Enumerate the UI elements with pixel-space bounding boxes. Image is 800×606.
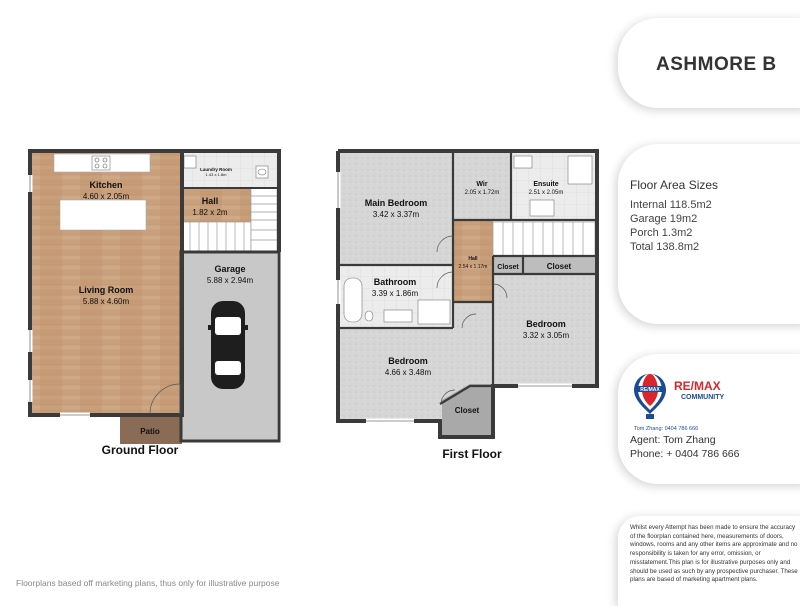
kitchen-cooktop [92,156,110,170]
kitchen-island [60,200,146,230]
room-dims-ensuite: 2.51 x 2.05m [528,190,564,196]
room-dims-hall-upper: 2.54 x 1.17m [458,264,488,270]
floor-area-internal: Internal 118.5m2 [630,199,712,211]
disclaimer-text: Whilst every Attempt has been made to ensure the accuracy of the floorplan contained here, measurements of doors, windows, rooms and any other items are approximate and no responsibility is taken for any error, omission, or misstatement.This plan is for illustrative purposes only and should be used as such by any prospective purchaser. These plans are based of marketing apartment plans. [630,524,798,584]
room-dims-laundry: 1.43 x 1.8m [205,172,227,177]
ground-floor [30,151,279,444]
title-card [618,18,800,108]
room-dims-bedroom-bottom: 4.66 x 3.48m [384,368,432,377]
floor-area-total: Total 138.8m2 [630,241,700,253]
room-name-garage: Garage [214,264,246,274]
room-name-laundry: Laundry Room [200,167,232,172]
balloon-brand: RE/MAX [640,387,660,393]
room-dims-bathroom: 3.39 x 1.86m [371,289,419,298]
floor-area-porch: Porch 1.3m2 [630,227,693,239]
remax-logo [632,370,732,434]
room-name-wir: Wir [476,181,488,188]
floor-area-garage: Garage 19m2 [630,213,698,225]
agent-card [618,354,800,484]
room-name-closet-3: Closet [454,406,480,415]
floor-area-card [618,144,800,324]
room-dims-hall-ground: 1.82 x 2m [192,208,228,217]
room-name-main-bedroom: Main Bedroom [364,198,428,208]
room-dims-living: 5.88 x 4.60m [82,297,130,306]
remax-brand: RE/MAX [674,379,721,393]
room-name-kitchen: Kitchen [89,180,123,190]
room-dims-garage: 5.88 x 2.94m [206,276,254,285]
room-name-bathroom: Bathroom [373,277,417,287]
disclaimer-card [618,516,800,606]
balloon-icon [634,374,666,419]
room-name-living: Living Room [78,285,134,295]
room-dims-wir: 2.05 x 1.72m [464,190,500,196]
floor-area-heading: Floor Area Sizes [630,178,719,192]
ground-floor-title: Ground Floor [101,443,179,457]
logo-contact: Tom Zhang: 0404 786 666 [634,426,699,432]
room-dims-bedroom-right: 3.32 x 3.05m [522,331,570,340]
room-name-hall-upper: Hall [468,256,478,262]
agent-phone-line: Phone: + 0404 786 666 [630,448,740,460]
room-name-bedroom-bottom: Bedroom [388,356,428,366]
room-name-closet-2: Closet [546,262,572,271]
room-name-ensuite: Ensuite [533,181,559,188]
agent-name-line: Agent: Tom Zhang [630,434,716,446]
room-name-hall-ground: Hall [201,196,219,206]
room-dims-kitchen: 4.60 x 2.05m [82,192,130,201]
remax-sub: COMMUNITY [681,394,725,401]
room-name-closet-1: Closet [497,264,519,271]
first-floor-title: First Floor [442,447,502,461]
footnote: Floorplans based off marketing plans, thus only for illustrative purpose [16,578,280,588]
room-name-bedroom-right: Bedroom [526,319,566,329]
car-icon [208,301,248,389]
room-name-patio: Patio [140,427,160,436]
room-dims-main-bedroom: 3.42 x 3.37m [372,210,420,219]
property-title: ASHMORE B [656,54,777,75]
upper-stairs [493,222,595,256]
